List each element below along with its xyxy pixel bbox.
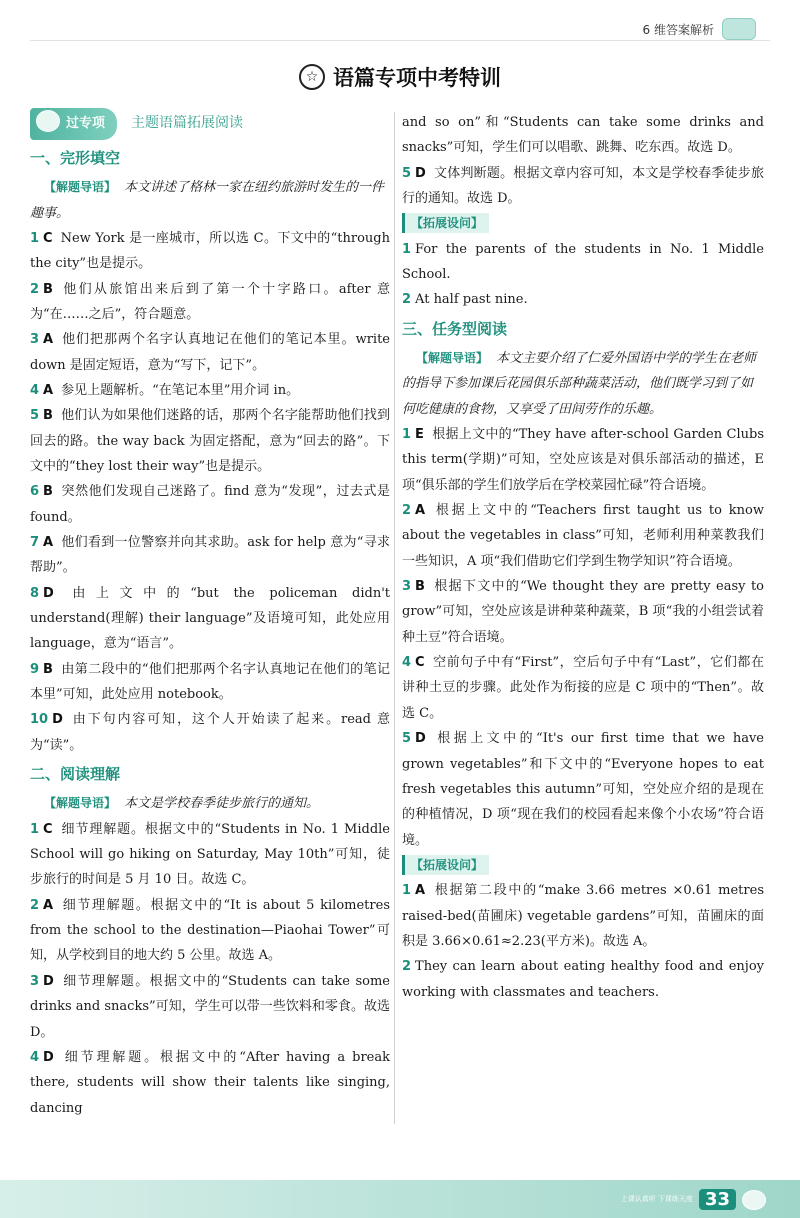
guide-tag: 【解题导语】 — [416, 351, 489, 365]
answer-item — [30, 378, 390, 403]
answer-item — [30, 893, 390, 969]
item-answer: A — [43, 535, 54, 551]
header-label: 6 维答案解析 — [642, 22, 714, 37]
item-answer: C — [415, 655, 425, 671]
page-title-wrap — [0, 62, 800, 92]
guide-tag: 【解题导语】 — [44, 180, 117, 195]
item-number: 3 — [30, 973, 40, 989]
answer-item — [402, 574, 764, 650]
answer-item — [30, 277, 390, 328]
star-icon: ☆ — [299, 64, 325, 90]
item-number: 3 — [30, 332, 40, 348]
footer-slogan: 上课认真听 下课练天度 — [620, 1194, 693, 1203]
answer-item — [402, 161, 764, 212]
item-answer: D — [415, 165, 426, 181]
item-number: 2 — [30, 281, 40, 297]
item-text: At half past nine. — [415, 292, 528, 308]
item-number: 2 — [30, 897, 40, 913]
column-divider — [394, 112, 395, 1124]
item-number: 5 — [30, 408, 40, 424]
extension-tag: 【拓展设问】 — [402, 855, 489, 875]
item-number: 10 — [30, 712, 49, 728]
item-answer: B — [415, 579, 425, 595]
answer-item — [30, 327, 390, 378]
item-number: 5 — [402, 731, 412, 747]
guide-text: 本文主要介绍了仁爱外国语中学的学生在老师的指导下参加课后花园俱乐部种蔬菜活动，他们既学习到了如何吃健康的食物，又享受了田间劳作的乐趣。 — [402, 351, 757, 417]
item-number: 1 — [30, 230, 40, 246]
answer-item — [402, 287, 764, 312]
item-text: 根据上文中的“Teachers first taught us to know about the vegetables in class”可知，老师利用种菜教我们一些知识，A 项“我们借助它们学到生物学知识”符合语境。 — [402, 503, 764, 569]
item-number: 2 — [402, 959, 412, 975]
answer-item — [30, 403, 390, 479]
item-answer: C — [43, 230, 53, 246]
answer-item — [30, 657, 390, 708]
right-column — [402, 110, 764, 1005]
topic-banner — [30, 110, 390, 138]
answer-item — [30, 1045, 390, 1121]
item-text: They can learn about eating healthy food and enjoy working with classmates and teachers. — [402, 959, 764, 1000]
reading-list — [30, 817, 390, 1121]
banner-tag: 过专项 — [30, 108, 117, 139]
guide-task — [402, 346, 764, 422]
section-title-task: 三、任务型阅读 — [402, 319, 508, 338]
item-answer: A — [43, 332, 54, 348]
item-answer: D — [52, 712, 63, 728]
item-number: 4 — [30, 1049, 40, 1065]
item-text: 他们从旅馆出来后到了第一个十字路口。after 意为“在……之后”，符合题意。 — [30, 281, 390, 322]
answer-item — [402, 954, 764, 1005]
item-answer: E — [415, 427, 424, 443]
item-text: 根据下文中的“We thought they are pretty easy to grow”可知，空处应该是讲种菜种蔬菜，B 项“我的小组尝试着种土豆”符合语境。 — [402, 579, 764, 645]
answer-item — [30, 581, 390, 657]
item-text: 参见上题解析。“在笔记本里”用介词 in。 — [61, 383, 300, 398]
item-number: 5 — [402, 165, 412, 181]
guide-cloze — [30, 175, 390, 226]
answer-item — [402, 237, 764, 288]
item-text: 细节理解题。根据文中的“After having a break there, students will show their talents like singing, dancing — [30, 1049, 390, 1116]
answer-item — [30, 969, 390, 1045]
task-list — [402, 422, 764, 853]
item-answer: C — [43, 821, 53, 837]
item-text: 由下句内容可知，这个人开始读了起来。read 意为“读”。 — [30, 712, 390, 753]
item-text: 空前句子中有“First”，空后句子中有“Last”，它们都在讲种土豆的步骤。此处作为衔接的应是 C 项中的“Then”。故选 C。 — [402, 655, 764, 721]
extension-tag: 【拓展设问】 — [402, 213, 489, 233]
item-text: 突然他们发现自己迷路了。find 意为“发现”，过去式是 found。 — [30, 484, 390, 525]
item-answer: B — [43, 484, 53, 500]
guide-text: 本文讲述了格林一家在纽约旅游时发生的一件趣事。 — [30, 180, 385, 221]
footer-logo-icon — [742, 1190, 766, 1210]
answer-item — [30, 817, 390, 893]
item-number: 3 — [402, 579, 412, 595]
answer-item — [30, 226, 390, 277]
item-answer: B — [43, 408, 53, 424]
item-answer: A — [43, 897, 54, 913]
answer-item — [402, 878, 764, 954]
item-number: 4 — [402, 655, 412, 671]
continued-text: and so on”和“Students can take some drinks and snacks”可知，学生们可以唱歌、跳舞、吃东西。故选 D。 — [402, 115, 764, 156]
item-number: 9 — [30, 661, 40, 677]
item-number: 2 — [402, 503, 412, 519]
guide-reading — [30, 791, 390, 816]
header-logo-icon — [722, 18, 756, 40]
item-text: 根据上文中的“They have after-school Garden Clubs this term(学期)”可知，空处应该是对俱乐部活动的描述，E 项“俱乐部的学生们放学后在学校菜园忙碌”符合语境。 — [402, 427, 764, 493]
answer-item — [402, 726, 764, 853]
item-text: 细节理解题。根据文中的“It is about 5 kilometres from the school to the destination—Piaohai Tower”可知，从学校到目的地大约 5 公里。故选 A。 — [30, 897, 390, 964]
header-divider — [30, 40, 770, 41]
section-title-cloze: 一、完形填空 — [30, 149, 121, 167]
answer-item — [30, 530, 390, 581]
item-text: 他们把那两个名字认真地记在他们的笔记本里。write down 是固定短语，意为“写下，记下”。 — [30, 332, 390, 373]
item-text: 他们认为如果他们迷路的话，那两个名字能帮助他们找到回去的路。the way back 为固定搭配，意为“回去的路”。下文中的“they lost their way”也是提示。 — [30, 408, 390, 475]
footer — [621, 1189, 766, 1210]
item-number: 1 — [402, 883, 412, 899]
item-answer: A — [43, 383, 54, 398]
left-column — [30, 110, 390, 1121]
item-number: 4 — [30, 383, 40, 398]
item-answer: B — [43, 281, 53, 297]
item-number: 6 — [30, 484, 40, 500]
guide-tag: 【解题导语】 — [44, 796, 117, 811]
item-text: 根据第二段中的“make 3.66 metres ×0.61 metres raised-bed(苗圃床) vegetable gardens”可知，苗圃床的面积是 3.66×0.61≈2.23(平方米)。故选 A。 — [402, 883, 764, 949]
item-answer: D — [43, 1049, 54, 1065]
answer-item — [30, 479, 390, 530]
item-number: 1 — [402, 241, 412, 257]
page-number: 33 — [699, 1189, 736, 1210]
item-answer: D — [43, 585, 54, 601]
item-text: 由第二段中的“他们把那两个名字认真地记在他们的笔记本里”可知，此处应用 notebook。 — [30, 661, 390, 703]
page-title: 语篇专项中考特训 — [333, 66, 501, 90]
item-number: 8 — [30, 585, 40, 601]
item-text: 文体判断题。根据文章内容可知，本文是学校春季徒步旅行的通知。故选 D。 — [402, 165, 764, 207]
guide-text: 本文是学校春季徒步旅行的通知。 — [124, 796, 320, 812]
item-answer: A — [415, 503, 426, 519]
item-text: New York 是一座城市，所以选 C。下文中的“through the city”也是提示。 — [30, 230, 390, 272]
item-text: 细节理解题。根据文中的“Students can take some drinks and snacks”可知，学生可以带一些饮料和零食。故选 D。 — [30, 973, 390, 1040]
item-answer: A — [415, 883, 426, 899]
item-answer: D — [43, 973, 54, 989]
answer-item — [402, 422, 764, 498]
item-text: 由上文中的“but the policeman didn't understand(理解) their language”及语境可知，此处应用 language，意为“语言”。 — [30, 585, 390, 652]
page-header — [643, 18, 756, 40]
answer-item — [402, 650, 764, 726]
item-answer: B — [43, 661, 53, 677]
item-text: 他们看到一位警察并向其求助。ask for help 意为“寻求帮助”。 — [30, 535, 390, 576]
section-title-reading: 二、阅读理解 — [30, 765, 121, 784]
item-text: 细节理解题。根据文中的“Students in No. 1 Middle School will go hiking on Saturday, May 10th”可知，徒步旅行的时间是 5 月 10 日。故选 C。 — [30, 821, 390, 888]
answer-item — [402, 498, 764, 574]
banner-text: 主题语篇拓展阅读 — [131, 115, 244, 132]
item-answer: D — [415, 731, 426, 747]
item-number: 1 — [402, 427, 412, 443]
item-number: 2 — [402, 292, 412, 308]
item-text: For the parents of the students in No. 1 Middle School. — [402, 241, 764, 283]
item-number: 7 — [30, 535, 40, 551]
item-text: 根据上文中的“It's our first time that we have grown vegetables”和下文中的“Everyone hopes to eat fresh vegetables this autumn”可知，空处应介绍的是现在的种植情况，D 项“现在我们的校园看起来像个小农场”符合语境。 — [402, 731, 764, 848]
item-number: 1 — [30, 821, 40, 837]
answer-item — [30, 707, 390, 758]
cloze-list — [30, 226, 390, 758]
